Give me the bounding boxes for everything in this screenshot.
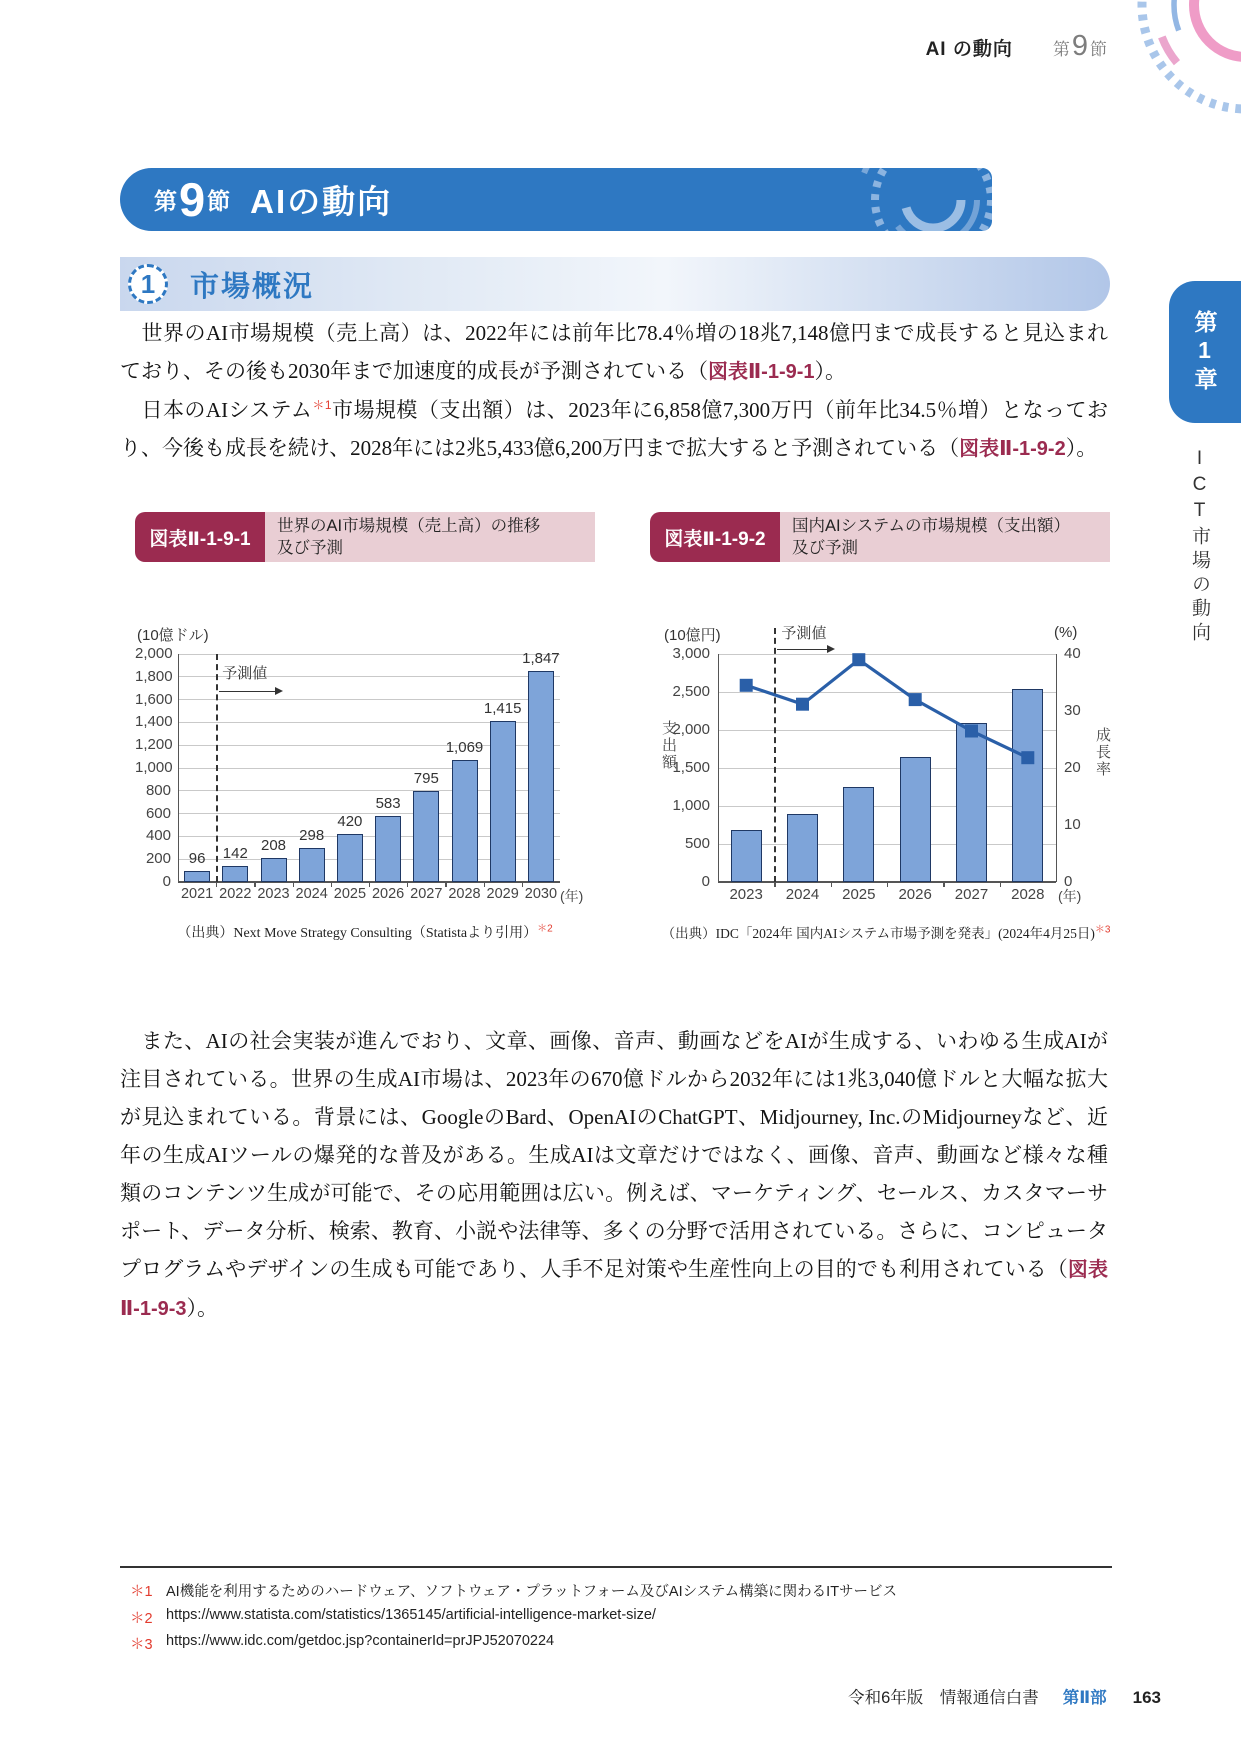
footer-edition: 令和6年版 情報通信白書	[848, 1689, 1039, 1707]
page-number: 163	[1132, 1688, 1161, 1707]
bar-value-label: 298	[299, 827, 325, 845]
bar-value-label: 1,847	[522, 650, 560, 668]
y-tick-label: 1,800	[135, 667, 173, 685]
x-tick-label: 2026	[371, 886, 405, 902]
forecast-divider-line	[216, 654, 218, 882]
x-tick-label: 2024	[295, 886, 328, 902]
x-axis-tick	[216, 882, 217, 887]
footnote-1	[130, 1580, 897, 1601]
banner-section-suffix: 節	[207, 188, 231, 214]
left-axis-unit-label: (10億円)	[664, 627, 721, 644]
page-footer	[848, 1684, 1161, 1708]
right-y-axis-line	[1056, 654, 1057, 882]
y-tick-label: 1,000	[135, 759, 173, 776]
x-axis-tick	[522, 882, 523, 887]
text-segment-sup: ＊1	[312, 398, 332, 412]
footnote-text: AI機能を利用するためのハードウェア、ソフトウェア・プラットフォーム及びAIシステム構築に関わるITサービス	[166, 1584, 898, 1600]
y-tick-label: 600	[145, 804, 171, 822]
banner-arcs-icon	[768, 168, 992, 231]
x-tick-label: 2027	[410, 886, 443, 902]
text-segment: ）。	[1065, 436, 1098, 460]
left-y-tick-label: 500	[684, 835, 710, 852]
x-axis-tick	[331, 882, 332, 887]
x-axis-unit-label: (年)	[560, 888, 584, 904]
left-y-tick-label: 1,000	[672, 797, 710, 814]
running-head	[926, 30, 1107, 63]
bar	[184, 871, 210, 882]
gridline	[178, 654, 560, 655]
y-tick-label: 1,400	[135, 713, 173, 731]
figure-source	[135, 922, 595, 942]
paragraph-1	[120, 314, 1108, 391]
growth-rate-line	[718, 654, 1056, 882]
figure-label-badge: 図表Ⅱ-1-9-2	[650, 512, 780, 562]
running-head-section-prefix: 第	[1052, 40, 1070, 59]
line-marker	[852, 653, 865, 666]
bar-value-label: 96	[188, 850, 206, 868]
forecast-arrow-icon	[219, 691, 281, 692]
right-y-tick-label: 10	[1064, 816, 1081, 833]
y-axis-line	[178, 654, 179, 882]
x-axis-tick	[1000, 882, 1001, 887]
text-segment-sup: ＊2	[537, 923, 553, 935]
text-segment: また、AIの社会実装が進んでおり、文章、画像、音声、動画などをAIが生成する、いわゆる生成AIが注目されている。世界の生成AI市場は、2023年の670億ドルから2032年には1兆3,040億ドルと大幅な拡大が見込まれている。背景には、GoogleのBard、OpenAIのChatGPT、Midjourney, Inc.のMidjourneyなど、近年の生成AIツールの爆発的な普及がある。生成AIは文章だけではなく、画像、音声、動画など様々な種類のコンテンツ生成が可能で、その応用範囲は広い。例えば、マーケティング、セールス、カスタマーサポート、データ分析、検索、教育、小説や法律等、多くの分野で活用されている。さらに、コンピュータプログラムやデザインの生成も可能であり、人手不足対策や生産性向上の目的でも利用されている（	[120, 1029, 1108, 1281]
y-tick-label: 800	[145, 781, 171, 799]
y-tick-label: 1,600	[135, 690, 173, 708]
forecast-label: 予測値	[222, 665, 268, 682]
footnote-text: https://www.statista.com/statistics/1365145/artificial-intelligence-market-size/	[166, 1607, 656, 1623]
left-y-tick-label: 2,000	[672, 721, 710, 738]
text-segment: （出典）IDC「2024年 国内AIシステム市場予測を発表」(2024年4月25日)	[661, 926, 1095, 941]
y-tick-label: 2,000	[135, 645, 173, 662]
body-paragraph-block	[120, 314, 1108, 468]
paragraph-3	[120, 1022, 1108, 1328]
bar-value-label: 208	[260, 837, 287, 855]
section-banner	[120, 168, 992, 231]
y-axis-unit-label: (10億ドル)	[137, 627, 209, 644]
bar	[222, 866, 248, 882]
text-segment-ref: 図表Ⅱ-1-9-1	[708, 361, 815, 383]
bar	[375, 816, 401, 882]
x-tick-label: 2021	[180, 886, 214, 902]
line-marker	[1021, 751, 1034, 764]
x-tick-label: 2026	[898, 886, 932, 903]
bar-chart-plot	[135, 512, 595, 957]
figure-title: 国内AIシステムの市場規模（支出額） 及び予測	[780, 512, 1110, 562]
x-tick-label: 2023	[729, 886, 763, 903]
running-head-section-suffix: 節	[1090, 40, 1107, 59]
right-axis-title: 成長率	[1094, 727, 1111, 778]
bar	[337, 834, 363, 882]
x-tick-label: 2028	[448, 886, 481, 902]
running-head-section-number: 9	[1071, 30, 1088, 62]
figure-source	[650, 922, 1122, 942]
line-marker	[965, 725, 978, 738]
bar-value-label: 142	[222, 844, 248, 862]
text-segment: 世界のAI市場規模（売上高）は、2022年には前年比78.4％増の18兆7,148億円まで成長すると見込まれており、その後も2030年まで加速度的成長が予測されている（	[120, 321, 1108, 383]
figure-II-1-9-1	[135, 512, 595, 957]
x-axis-tick	[369, 882, 370, 887]
left-y-tick-label: 2,500	[672, 683, 710, 700]
left-y-tick-label: 0	[701, 873, 710, 890]
footer-part: 第Ⅱ部	[1062, 1689, 1107, 1707]
figure-II-1-9-2	[650, 512, 1122, 957]
x-tick-label: 2025	[842, 886, 876, 903]
text-segment-ref: 図表Ⅱ-1-9-3	[120, 1259, 1108, 1320]
text-segment: 市場規模（支出額）は、2023年に6,858億7,300万円（前年比34.5％増）となっており、今後も成長を続け、2028年には2兆5,433億6,200万円まで拡大すると予測されている（	[120, 398, 1108, 460]
left-y-tick-label: 1,500	[672, 759, 710, 776]
x-tick-label: 2024	[785, 886, 820, 903]
x-axis-tick	[293, 882, 294, 887]
bar-value-label: 1,069	[445, 739, 484, 757]
y-tick-label: 200	[145, 850, 171, 868]
decorative-arcs-icon	[1096, 0, 1241, 130]
x-tick-label: 2027	[954, 886, 989, 903]
figure-title: 世界のAI市場規模（売上高）の推移 及び予測	[265, 512, 595, 562]
forecast-divider-line	[774, 628, 776, 882]
x-axis-tick	[887, 882, 888, 887]
bar-value-label: 1,415	[483, 699, 522, 717]
footnote-2	[130, 1607, 656, 1628]
x-axis-tick	[445, 882, 446, 887]
text-segment: ）。	[186, 1296, 219, 1320]
footnote-marker: ＊1	[130, 1584, 153, 1600]
paragraph-2	[120, 391, 1108, 468]
line-marker	[796, 698, 809, 711]
x-axis-tick	[774, 882, 775, 887]
text-segment-ref: 図表Ⅱ-1-9-2	[959, 438, 1066, 460]
x-tick-label: 2030	[524, 886, 558, 902]
x-axis-tick	[831, 882, 832, 887]
section-title: AIの動向	[250, 183, 393, 220]
left-axis-title: 支出額	[660, 720, 677, 771]
banner-section-prefix: 第	[154, 188, 177, 214]
bar-value-label: 583	[375, 794, 401, 812]
forecast-arrow-icon	[777, 649, 833, 650]
bar	[528, 671, 554, 882]
left-y-tick-label: 3,000	[672, 645, 710, 662]
subsection-title: 市場概況	[190, 270, 315, 303]
x-axis-tick	[407, 882, 408, 887]
right-y-tick-label: 40	[1064, 645, 1081, 662]
right-y-tick-label: 20	[1064, 759, 1081, 776]
body-paragraph-block-2	[120, 1022, 1108, 1328]
x-tick-label: 2025	[333, 886, 367, 902]
combo-chart-plot	[650, 512, 1122, 957]
right-axis-unit-label: (%)	[1054, 624, 1078, 641]
bar	[299, 848, 325, 882]
subsection-number-badge: 1	[128, 264, 168, 304]
bar-value-label: 795	[413, 770, 439, 788]
text-segment-sup: ＊3	[1094, 924, 1111, 936]
x-axis-tick	[254, 882, 255, 887]
running-head-title: AI の動向	[925, 39, 1013, 60]
line-marker	[740, 679, 753, 692]
x-tick-label: 2022	[219, 886, 252, 902]
x-tick-label: 2029	[486, 886, 519, 902]
right-y-tick-label: 30	[1064, 702, 1081, 719]
x-axis-tick	[484, 882, 485, 887]
bar-value-label: 420	[337, 813, 363, 831]
y-tick-label: 400	[145, 827, 171, 845]
footnote-divider	[120, 1566, 1112, 1568]
banner-section-number: 9	[179, 173, 206, 226]
x-tick-label: 2028	[1011, 886, 1045, 903]
subsection-header	[120, 257, 1110, 311]
figure-label-badge: 図表Ⅱ-1-9-1	[135, 512, 265, 562]
bar	[261, 858, 287, 882]
bar	[490, 721, 516, 882]
text-segment: 日本のAIシステム	[120, 398, 313, 422]
text-segment: ）。	[814, 359, 847, 383]
x-axis-tick	[943, 882, 944, 887]
footnote-3	[130, 1633, 554, 1654]
footnote-marker: ＊2	[130, 1611, 153, 1627]
x-tick-label: 2023	[257, 886, 290, 902]
x-axis-unit-label: (年)	[1058, 888, 1082, 904]
y-tick-label: 1,200	[135, 736, 173, 754]
footnote-text: https://www.idc.com/getdoc.jsp?containerId=prJPJ52070224	[166, 1633, 555, 1649]
right-y-tick-label: 0	[1064, 873, 1073, 890]
chapter-tab: 第1章	[1169, 281, 1241, 423]
forecast-label: 予測値	[781, 625, 827, 642]
y-tick-label: 0	[162, 873, 171, 890]
bar	[452, 760, 478, 882]
bar	[413, 791, 439, 882]
footnote-marker: ＊3	[130, 1637, 153, 1653]
line-marker	[909, 693, 922, 706]
text-segment: （出典）Next Move Strategy Consulting（Statistaより引用）	[177, 926, 538, 941]
chapter-title-vertical: ICT市場の動向	[1189, 448, 1210, 646]
